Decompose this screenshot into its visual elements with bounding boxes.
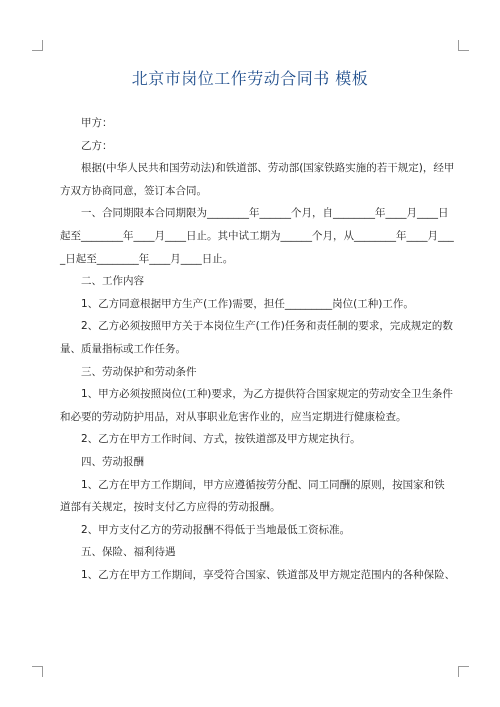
paragraph-line: 起至________年____月____日止。其中试工期为______个月，从________年____月___ [60,229,454,242]
section-heading: 三、劳动保护和劳动条件 [81,365,197,378]
paragraph-line: 1、乙方在甲方工作期间，享受符合国家、铁道部及甲方规定范围内的各种保险、 [81,568,456,581]
crop-mark-bottom-right [458,666,469,677]
paragraph-line: 道部有关规定，按时支付乙方应得的劳动报酬。 [60,501,281,514]
crop-mark-top-right [458,40,469,51]
section-heading: 五、保险、福利待遇 [81,546,176,559]
paragraph-line: 1、乙方在甲方工作期间，甲方应遵循按劳分配、同工同酬的原则，按国家和铁 [81,478,445,491]
party-a-line: 甲方： [81,117,113,129]
paragraph-line: 1、甲方必须按照岗位(工种)要求，为乙方提供符合国家规定的劳动安全卫生条件 [81,388,453,401]
paragraph-line: 方双方协商同意，签订本合同。 [60,184,207,197]
section-heading: 二、工作内容 [81,275,144,288]
paragraph-line: 2、甲方支付乙方的劳动报酬不得低于当地最低工资标准。 [81,523,351,536]
crop-mark-top-left [32,40,43,51]
paragraph-line: 2、乙方必须按照甲方关于本岗位生产(工作)任务和责任制的要求，完成规定的数 [81,320,453,333]
party-b-line: 乙方： [81,139,113,152]
paragraph-line: 一、合同期限本合同期限为________年______个月，自________年____月____日 [81,207,449,220]
paragraph-line: 和必要的劳动防护用品，对从事职业危害作业的，应当定期进行健康检查。 [60,410,407,423]
crop-mark-bottom-left [32,666,43,677]
paragraph-line: 量、质量指标或工作任务。 [60,342,186,355]
paragraph-line: _日起至________年____月____日止。 [60,252,234,265]
section-heading: 四、劳动报酬 [81,455,144,468]
paragraph-line: 根据(中华人民共和国劳动法)和铁道部、劳动部(国家铁路实施的若干规定)，经甲 [81,162,455,175]
paragraph-line: 1、乙方同意根据甲方生产(工作)需要，担任_________岗位(工种)工作。 [81,297,414,310]
document-title: 北京市岗位工作劳动合同书 模板 [131,69,369,88]
paragraph-line: 2、乙方在甲方工作时间、方式，按铁道部及甲方规定执行。 [81,433,361,446]
document-body [60,112,456,586]
